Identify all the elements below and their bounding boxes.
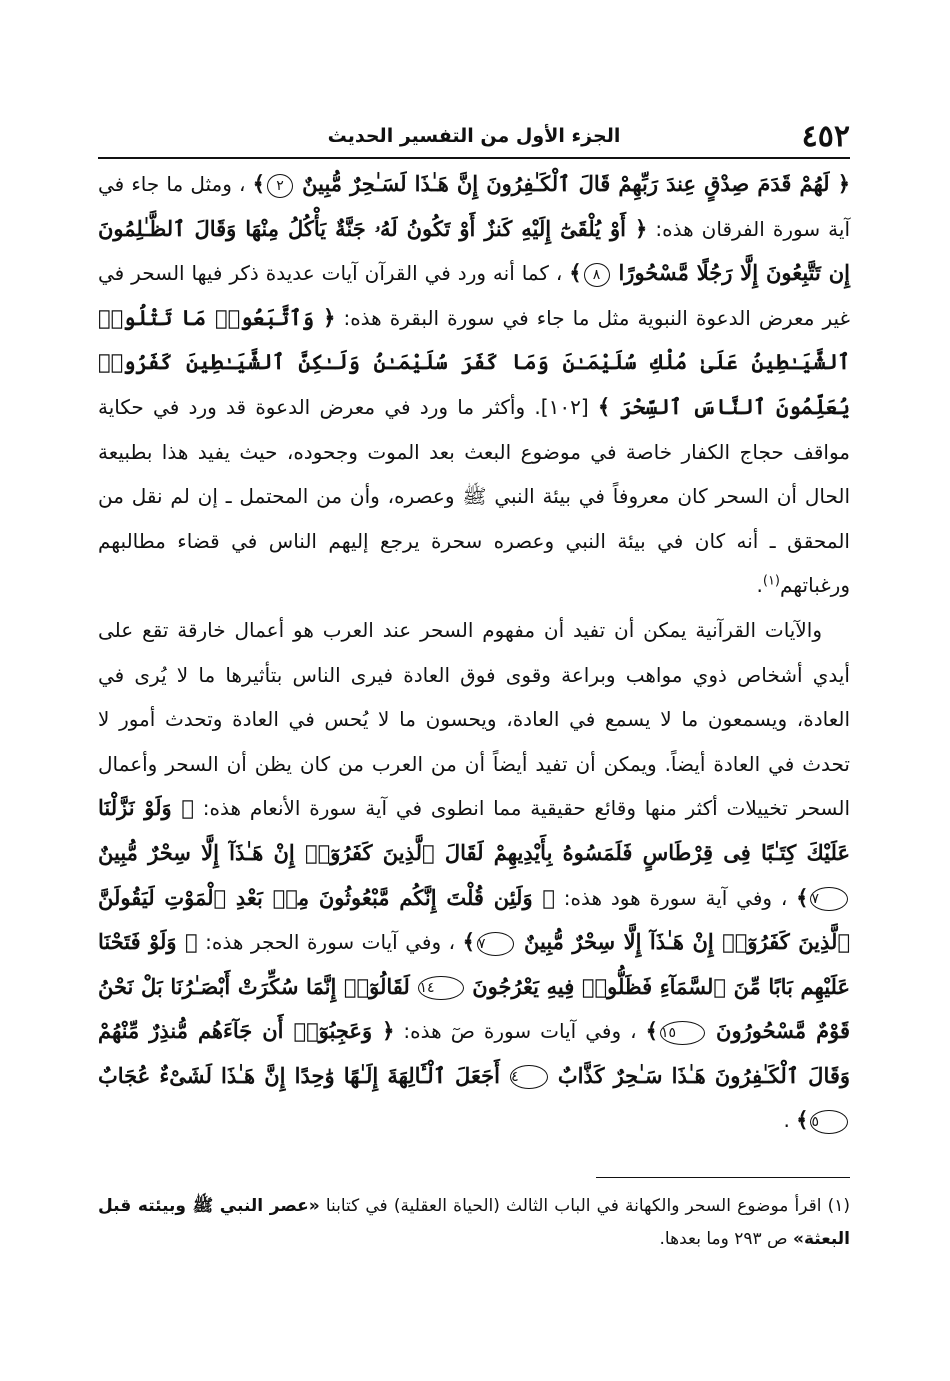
ayah-number-mark: ٤ xyxy=(510,1065,548,1089)
verse-close-bracket: ﴾ xyxy=(462,929,475,955)
text-run: [١٠٢]. وأكثر ما ورد في معرض الدعوة قد ورد في حكاية مواقف حجاج الكفار خاصة في موضوع البعث بعد الموت وجحوده، حيث يفيد هذا بطبيعة الحال أن السحر كان معروفاً في بيئة النبي ﷺ وعصره، وأن من المحتمل ـ إن لم نقل من المحقق ـ أنه كان في بيئة النبي وعصره سحرة يرجع إليهم الناس في قضاء مطالبهم ورغباتهم xyxy=(98,394,850,598)
paragraph xyxy=(98,162,850,608)
footnote-reference[interactable]: (١) xyxy=(762,573,780,589)
quran-verse: ﴿ وَلَئِن قُلْتَ إِنَّكُم مَّبْعُوثُونَ مِنۢ بَعْدِ ٱلْمَوْتِ لَيَقُولَنَّ ٱلَّذِينَ كَفَرُوٓا۟ إِنْ هَـٰذَآ إِلَّا سِحْرٌ مُّبِينٌ xyxy=(98,884,851,955)
quran-verse: ﴿ وَعَجِبُوٓا۟ أَن جَآءَهُم مُّنذِرٌ مِّنْهُمْ وَقَالَ ٱلْكَـٰفِرُونَ هَـٰذَا سَـٰحِرٌ كَذَّابٌ xyxy=(98,1018,851,1088)
ayah-number-mark: ٨ xyxy=(584,263,610,287)
main-text xyxy=(98,162,850,1143)
verse-close-bracket: ﴾ xyxy=(569,260,582,286)
ayah-number-mark: ٥ xyxy=(810,1110,848,1134)
text-run: . xyxy=(756,573,763,598)
text-run: ، وفي آيات سورة الحجر هذه: xyxy=(205,930,456,955)
quran-verse: ﴿ وَٱتَّبَعُوا۟ مَا تَتْلُوا۟ ٱلشَّيَـٰطِينُ عَلَىٰ مُلْكِ سُلَيْمَـٰنَ وَمَا كَفَرَ سُلَيْمَـٰنُ وَلَـٰكِنَّ ٱلشَّيَـٰطِينَ كَفَرُوا۟ يُعَلِّمُونَ ٱلنَّاسَ ٱلسِّحْرَ ﴾ xyxy=(98,304,851,419)
paragraph xyxy=(98,608,850,1143)
text-run: . xyxy=(783,1108,790,1133)
text-run: ، وفي آيات سورة صٓ هذه: xyxy=(403,1019,637,1044)
quran-verse: ﴿ وَلَوْ نَزَّلْنَا عَلَيْكَ كِتَـٰبًا فِى قِرْطَاسٍ فَلَمَسُوهُ بِأَيْدِيهِمْ لَقَالَ ٱلَّذِينَ كَفَرُوٓا۟ إِنْ هَـٰذَآ إِلَّا سِحْرٌ مُّبِينٌ xyxy=(98,795,850,865)
page-number: ٤٥٢ xyxy=(801,119,850,154)
footnote-divider xyxy=(596,1177,850,1178)
quran-verse: ﴿ لَهُمْ قَدَمَ صِدْقٍ عِندَ رَبِّهِمْ قَالَ ٱلْكَـٰفِرُونَ إِنَّ هَـٰذَا لَسَـٰحِرٌ مُّبِينٌ xyxy=(302,171,850,196)
ayah-number-mark: ١٤ xyxy=(418,976,463,1000)
footnotes xyxy=(98,1190,850,1256)
text-run: ، ومثل ما جاء في آية سورة الفرقان هذه: xyxy=(98,172,850,241)
page-header xyxy=(98,118,850,158)
text-run: ، وفي آية سورة هود هذه: xyxy=(563,885,788,910)
footnote-book-title: «عصر النبي ﷺ وبيئته قبل البعثة» xyxy=(98,1196,850,1249)
ayah-number-mark: ٧ xyxy=(810,887,848,911)
footnote-text: (١) اقرأ موضوع السحر والكهانة في الباب الثالث (الحياة العقلية) في كتابنا xyxy=(325,1196,850,1216)
ayah-number-mark: ٧ xyxy=(477,932,515,956)
quran-verse: لَقَالُوٓا۟ إِنَّمَا سُكِّرَتْ أَبْصَـٰرُنَا بَلْ نَحْنُ قَوْمٌ مَّسْحُورُونَ xyxy=(98,973,851,1044)
verse-close-bracket: ﴾ xyxy=(252,171,265,196)
header-divider xyxy=(98,157,850,159)
quran-verse: ﴿ أَوْ يُلْقَىٰٓ إِلَيْهِ كَنزٌ أَوْ تَكُونُ لَهُۥ جَنَّةٌ يَأْكُلُ مِنْهَا وَقَالَ ٱلظَّـٰلِمُونَ إِن تَتَّبِعُونَ إِلَّا رَجُلًا مَّسْحُورًا xyxy=(98,215,851,286)
verse-close-bracket: ﴾ xyxy=(796,884,809,910)
quran-verse: أَجَعَلَ ٱلْـَٔالِهَةَ إِلَـٰهًا وَٰحِدًا إِنَّ هَـٰذَا لَشَىْءٌ عُجَابٌ xyxy=(98,1062,500,1088)
footnote xyxy=(98,1190,850,1256)
text-run: ، كما أنه ورد في القرآن آيات عديدة ذكر فيها السحر في غير معرض الدعوة النبوية مثل ما جاء في سورة البقرة هذه: xyxy=(98,261,850,330)
ayah-number-mark: ٢ xyxy=(267,174,293,198)
running-title: الجزء الأول من التفسير الحديث xyxy=(327,125,621,147)
text-run: والآيات القرآنية يمكن أن تفيد أن مفهوم السحر عند العرب هو أعمال خارقة تقع على أيدي أشخاص ذوي مواهب وبراعة وقوى فوق العادة فيرى الناس بتأثيرها ما لا يُرى في العادة، ويسمعون ما لا يسمع في العادة، ويحسون ما لا يُحس في العادة وتحدث أمور لا تحدث في العادة أيضاً. ويمكن أن تفيد أيضاً أن من العرب من كان يظن أن السحر وأعمال السحر تخييلات أكثر منها وقائع حقيقية مما انطوى في آية سورة الأنعام هذه: xyxy=(98,617,851,821)
verse-close-bracket: ﴾ xyxy=(645,1018,658,1044)
ayah-number-mark: ١٥ xyxy=(660,1021,705,1045)
footnote-text: ص ٢٩٣ وما بعدها. xyxy=(659,1229,788,1249)
quran-verse: ﴿ وَلَوْ فَتَحْنَا عَلَيْهِم بَابًا مِّنَ ٱلسَّمَآءِ فَظَلُّوا۟ فِيهِ يَعْرُجُونَ xyxy=(98,929,851,999)
verse-close-bracket: ﴾ xyxy=(796,1107,809,1133)
